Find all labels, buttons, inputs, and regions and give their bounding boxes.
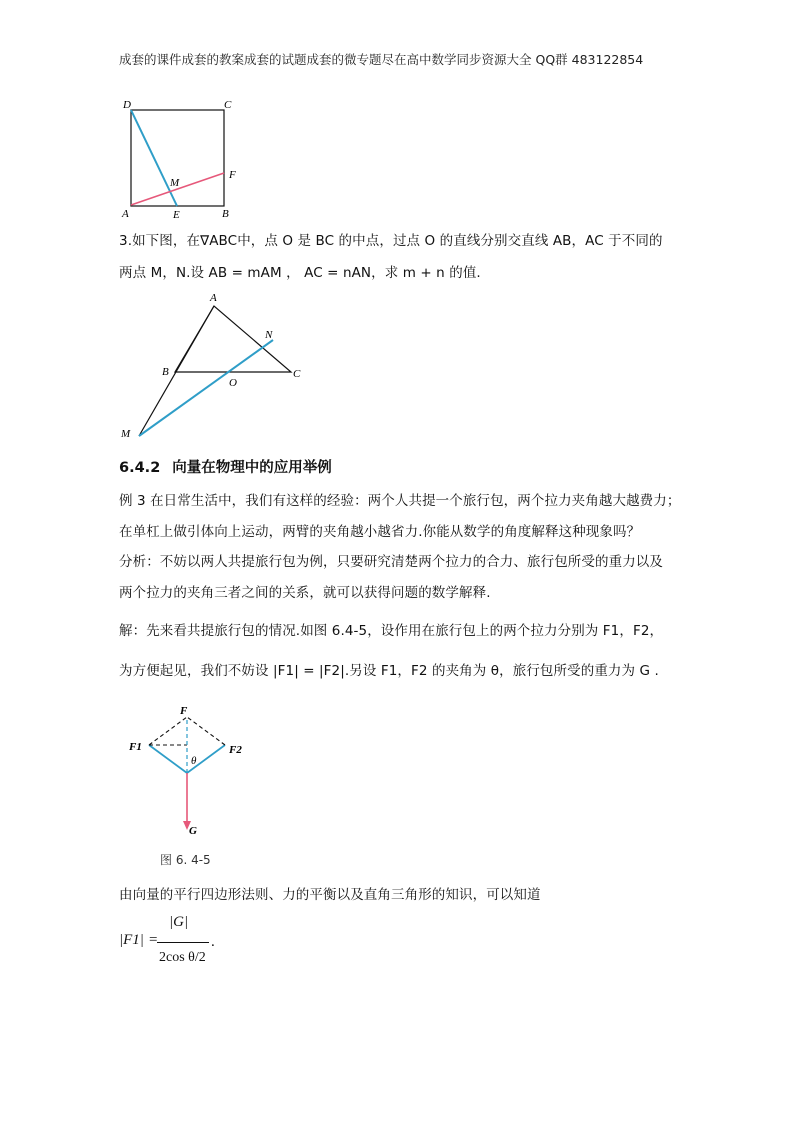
label-f1: F1 bbox=[129, 741, 142, 753]
line-mn bbox=[139, 340, 273, 436]
problem3-line1: 3.如下图，在∇ABC中，点 O 是 BC 的中点，过点 O 的直线分别交直线 AB，AC 于不同的 bbox=[119, 233, 663, 249]
fraction-bar bbox=[157, 942, 209, 943]
label-theta: θ bbox=[191, 755, 197, 767]
formula-equals: = bbox=[149, 932, 158, 948]
section-title: 向量在物理中的应用举例 bbox=[172, 460, 332, 476]
label-f: F bbox=[229, 169, 236, 181]
label-m: M bbox=[170, 177, 180, 189]
conclusion-text: 由向量的平行四边形法则、力的平衡以及直角三角形的知识，可以知道 bbox=[119, 887, 541, 903]
label-m: M bbox=[121, 428, 131, 440]
label-f2: F2 bbox=[229, 744, 242, 756]
example3-line1: 例 3 在日常生活中，我们有这样的经验：两个人共提一个旅行包，两个拉力夹角越大越费力； bbox=[119, 493, 681, 509]
label-a: A bbox=[210, 292, 217, 304]
formula bbox=[119, 912, 239, 984]
formula-numerator: |G| bbox=[169, 914, 189, 930]
analysis-line2: 两个拉力的夹角三者之间的关系，就可以获得问题的数学解释. bbox=[119, 585, 491, 601]
formula-lhs: |F1| bbox=[119, 932, 144, 948]
label-o: O bbox=[229, 377, 237, 389]
example3-line2: 在单杠上做引体向上运动，两臂的夹角越小越省力.你能从数学的角度解释这种现象吗？ bbox=[119, 524, 641, 540]
label-n: N bbox=[265, 329, 273, 341]
page-header: 成套的课件成套的教案成套的试题成套的微专题尽在高中数学同步资源大全 QQ群 483122854 bbox=[119, 52, 644, 67]
triangle-figure bbox=[115, 288, 315, 448]
solution-line1: 解：先来看共提旅行包的情况.如图 6.4-5，设作用在旅行包上的两个拉力分别为 F1，F2， bbox=[119, 623, 664, 639]
label-d: D bbox=[123, 99, 131, 111]
label-b: B bbox=[222, 208, 229, 220]
label-c: C bbox=[293, 368, 301, 380]
formula-denominator: 2cos θ/2 bbox=[159, 950, 206, 965]
formula-period: . bbox=[211, 934, 215, 950]
figure-caption: 图 6. 4-5 bbox=[160, 853, 211, 867]
force-diagram bbox=[125, 703, 255, 843]
solution-line2: 为方便起见，我们不妨设 |F1| = |F2|.另设 F1，F2 的夹角为 θ，旅行包所受的重力为 G . bbox=[119, 663, 659, 679]
label-a: A bbox=[122, 208, 129, 220]
dashed-f1-f bbox=[149, 717, 187, 745]
problem3-line2: 两点 M，N.设 AB = mAM ， AC = nAN，求 m + n 的值. bbox=[119, 265, 481, 281]
label-g: G bbox=[189, 825, 197, 837]
square-figure bbox=[110, 95, 260, 225]
label-b: B bbox=[162, 366, 169, 378]
square-abcd bbox=[131, 110, 224, 206]
section-heading bbox=[119, 456, 332, 477]
analysis-line1: 分析：不妨以两人共提旅行包为例，只要研究清楚两个拉力的合力、旅行包所受的重力以及 bbox=[119, 554, 663, 570]
dashed-f2-f bbox=[187, 717, 225, 745]
section-number: 6.4.2 bbox=[119, 460, 161, 476]
triangle-abc bbox=[175, 306, 291, 372]
label-f: F bbox=[180, 705, 188, 717]
label-e: E bbox=[173, 209, 180, 221]
line-am bbox=[139, 306, 214, 436]
label-c: C bbox=[224, 99, 232, 111]
